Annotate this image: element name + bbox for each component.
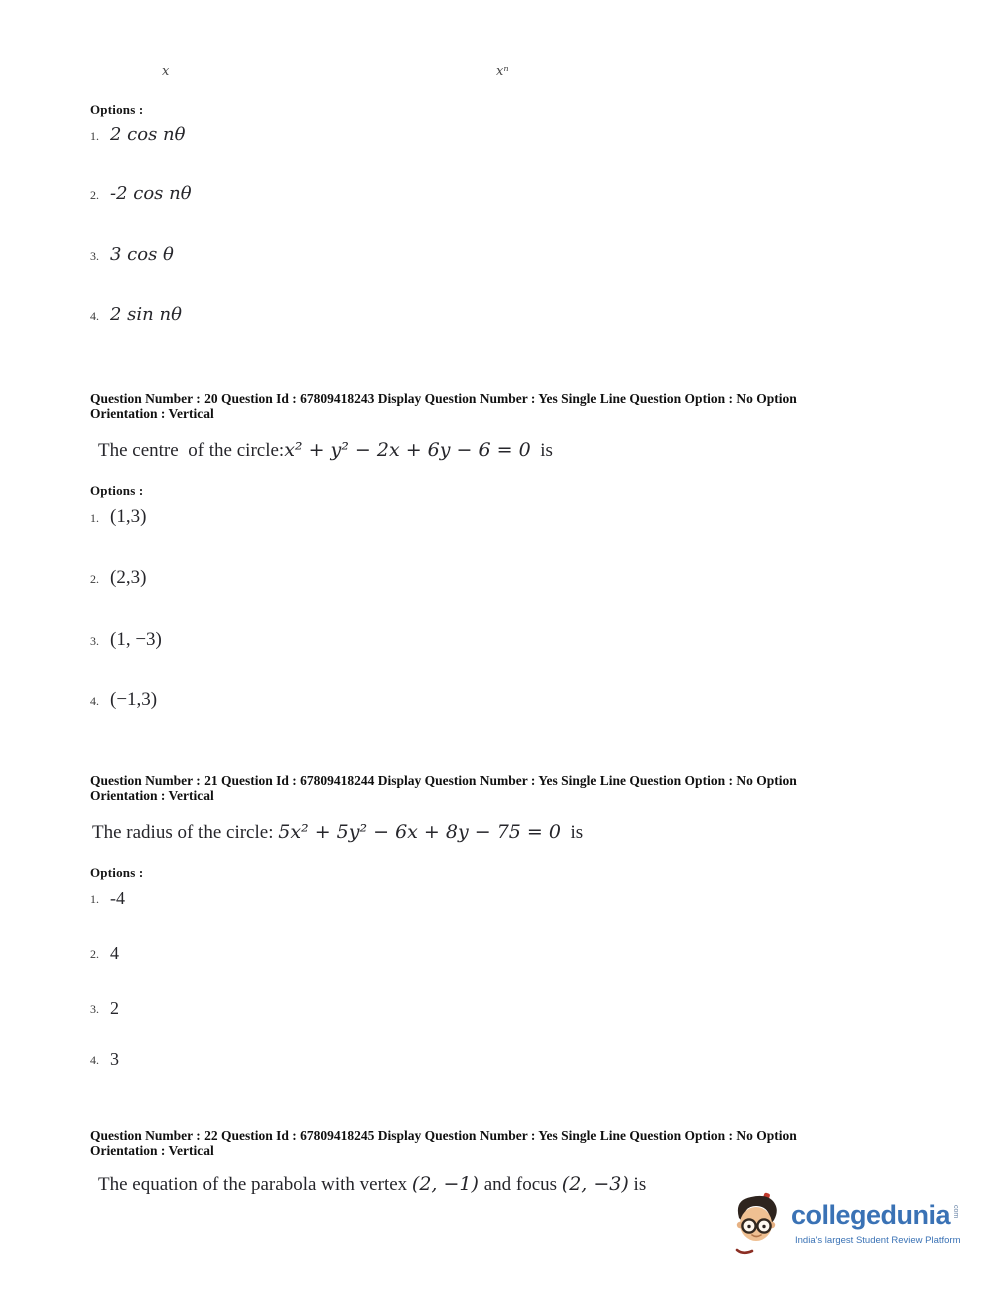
option-row — [90, 507, 146, 526]
question-22-header — [90, 1128, 890, 1158]
question-21-body — [92, 821, 583, 844]
question-header-line1: Question Number : 21 Question Id : 67809418244 Display Question Number : Yes Single Line Question Option : No Option — [90, 773, 797, 788]
option-number: 1. — [90, 892, 99, 906]
question-text-mid: and focus — [478, 1174, 562, 1195]
option-text: (1,3) — [110, 506, 147, 527]
option-row — [90, 999, 119, 1017]
option-text: 2 — [110, 998, 119, 1018]
option-number: 4. — [90, 309, 99, 323]
brand-block — [791, 1192, 961, 1246]
question-21-header — [90, 773, 890, 803]
question-text-after: is — [560, 822, 584, 843]
option-row — [90, 944, 119, 962]
option-number: 2. — [90, 188, 99, 202]
option-text: -2 cos nθ — [110, 183, 192, 204]
option-text: 4 — [110, 943, 119, 963]
prev-math-fragment-right: xⁿ — [496, 64, 509, 79]
question-22-body — [98, 1173, 646, 1196]
option-number: 4. — [90, 694, 99, 708]
option-number: 4. — [90, 1053, 99, 1067]
option-number: 1. — [90, 511, 99, 525]
brand-wordmark: collegedunia — [791, 1200, 951, 1230]
question-math: (2, −1) — [411, 1173, 479, 1195]
prev-math-fragment-left: x — [162, 64, 170, 79]
question-header-line1: Question Number : 20 Question Id : 67809418243 Display Question Number : Yes Single Line Question Option : No Option — [90, 391, 797, 406]
option-text: 2 cos nθ — [110, 124, 186, 145]
collegedunia-logo — [731, 1192, 961, 1258]
question-text-after: is — [530, 440, 553, 461]
options-label: Options : — [90, 483, 144, 498]
option-text: (−1,3) — [110, 689, 158, 710]
option-row — [90, 889, 125, 907]
question-math: 5x² + 5y² − 6x + 8y − 75 = 0 — [278, 821, 561, 843]
option-number: 2. — [90, 947, 99, 961]
option-number: 3. — [90, 1002, 99, 1016]
question-text: The centre of the circle: — [98, 440, 285, 461]
options-label: Options : — [90, 865, 144, 880]
brand-tagline: India's largest Student Review Platform — [795, 1235, 961, 1246]
option-text: 2 sin nθ — [110, 304, 182, 325]
option-text: 3 cos θ — [110, 244, 174, 265]
option-number: 3. — [90, 249, 99, 263]
option-text: (2,3) — [110, 567, 147, 588]
question-math: x² + y² − 2x + 6y − 6 = 0 — [284, 439, 531, 461]
option-row — [90, 630, 162, 649]
option-row — [90, 246, 174, 264]
question-header-line2: Orientation : Vertical — [90, 1143, 214, 1158]
option-row — [90, 306, 182, 324]
question-text: The equation of the parabola with vertex — [98, 1174, 412, 1195]
question-math-2: (2, −3) — [561, 1173, 629, 1195]
option-row — [90, 690, 157, 709]
option-text: 3 — [110, 1049, 119, 1069]
option-row — [90, 1050, 119, 1068]
question-20-header — [90, 391, 890, 421]
option-number: 3. — [90, 634, 99, 648]
question-header-line2: Orientation : Vertical — [90, 406, 214, 421]
option-row — [90, 568, 146, 587]
option-number: 1. — [90, 129, 99, 143]
question-20-body — [98, 439, 553, 462]
options-label: Options : — [90, 102, 144, 117]
question-text: The radius of the circle: — [92, 822, 279, 843]
question-header-line1: Question Number : 22 Question Id : 67809418245 Display Question Number : Yes Single Line Question Option : No Option — [90, 1128, 797, 1143]
mascot-icon — [731, 1192, 783, 1258]
brand-tld: com — [952, 1205, 960, 1219]
option-row — [90, 126, 185, 144]
question-header-line2: Orientation : Vertical — [90, 788, 214, 803]
option-text: -4 — [110, 888, 125, 908]
question-text-after: is — [628, 1174, 647, 1195]
option-text: (1, −3) — [110, 629, 162, 650]
option-number: 2. — [90, 572, 99, 586]
option-row — [90, 185, 192, 203]
